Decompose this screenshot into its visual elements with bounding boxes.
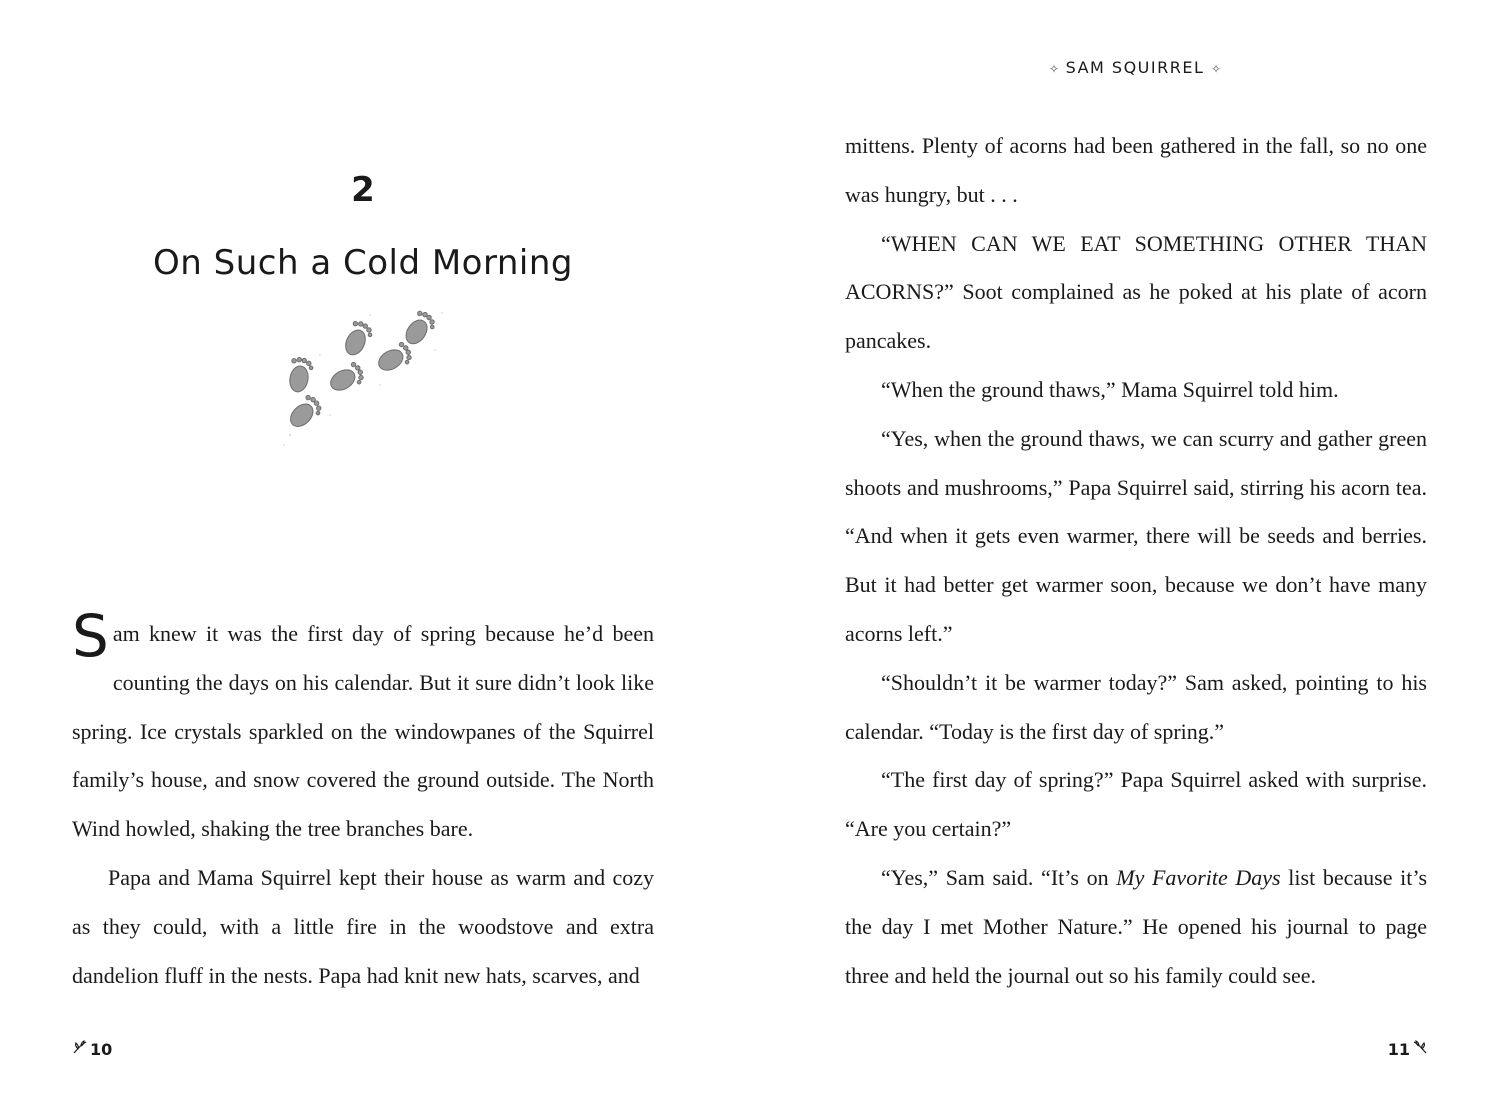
- paragraph: [72, 602, 654, 854]
- page-number: 10: [90, 1040, 113, 1059]
- paragraph: “When the ground thaws,” Mama Squirrel told him.: [881, 376, 1339, 402]
- sparkle-icon: ✧: [1210, 62, 1222, 76]
- paragraph: [845, 854, 1427, 1000]
- paragraph: “WHEN CAN WE EAT SOMETHING OTHER THAN ACORNS?” Soot complained as he poked at his plate of acorn pancakes.: [845, 230, 1427, 354]
- book-title-italic: My Favorite Days: [1116, 864, 1281, 890]
- leaf-sprig-icon: [72, 1038, 88, 1062]
- paragraph: “The first day of spring?” Papa Squirrel asked with surprise. “Are you certain?”: [845, 767, 1427, 842]
- chapter-title: On Such a Cold Morning: [153, 243, 573, 283]
- paragraph-text: “Yes,” Sam said. “It’s on: [881, 864, 1117, 890]
- sparkle-icon: ✧: [1048, 62, 1060, 76]
- paragraph: “Shouldn’t it be warmer today?” Sam asked, pointing to his calendar. “Today is the first day of spring.”: [845, 669, 1427, 744]
- body-text-left: [72, 602, 654, 1000]
- paragraph-text: am knew it was the first day of spring because he’d been counting the days on his calendar. But it sure didn’t look like spring. Ice crystals sparkled on the windowpanes of the Squirrel family’s house, and snow covered the ground outside. The North Wind howled, shaking the tree branches bare.: [72, 621, 654, 842]
- chapter-number: 2: [351, 170, 375, 210]
- footprints-icon: [270, 295, 460, 459]
- page-number-left: [72, 1038, 112, 1062]
- body-text-right: [845, 122, 1427, 1000]
- page-number: 11: [1387, 1040, 1410, 1059]
- paragraph-text: list because it’s the day I met Mother Nature.” He opened his journal to page three and held the journal out so his family could see.: [845, 864, 1428, 988]
- running-head: [750, 56, 1500, 81]
- right-page: [750, 0, 1500, 1116]
- paragraph: mittens. Plenty of acorns had been gathered in the fall, so no one was hungry, but . . .: [845, 133, 1427, 207]
- leaf-sprig-icon: [1412, 1038, 1428, 1062]
- running-head-title: SAM SQUIRREL: [1065, 58, 1205, 77]
- page-number-right: [1388, 1038, 1428, 1062]
- paragraph: “Yes, when the ground thaws, we can scurry and gather green shoots and mushrooms,” Papa Squirrel said, stirring his acorn tea. “And when it gets even warmer, there will be seeds and berries. But it had better get warmer soon, because we don’t have many acorns left.”: [845, 425, 1427, 646]
- paragraph: Papa and Mama Squirrel kept their house as warm and cozy as they could, with a little fire in the woodstove and extra dandelion fluff in the nests. Papa had knit new hats, scarves, and: [72, 864, 654, 988]
- drop-cap: S: [72, 602, 109, 670]
